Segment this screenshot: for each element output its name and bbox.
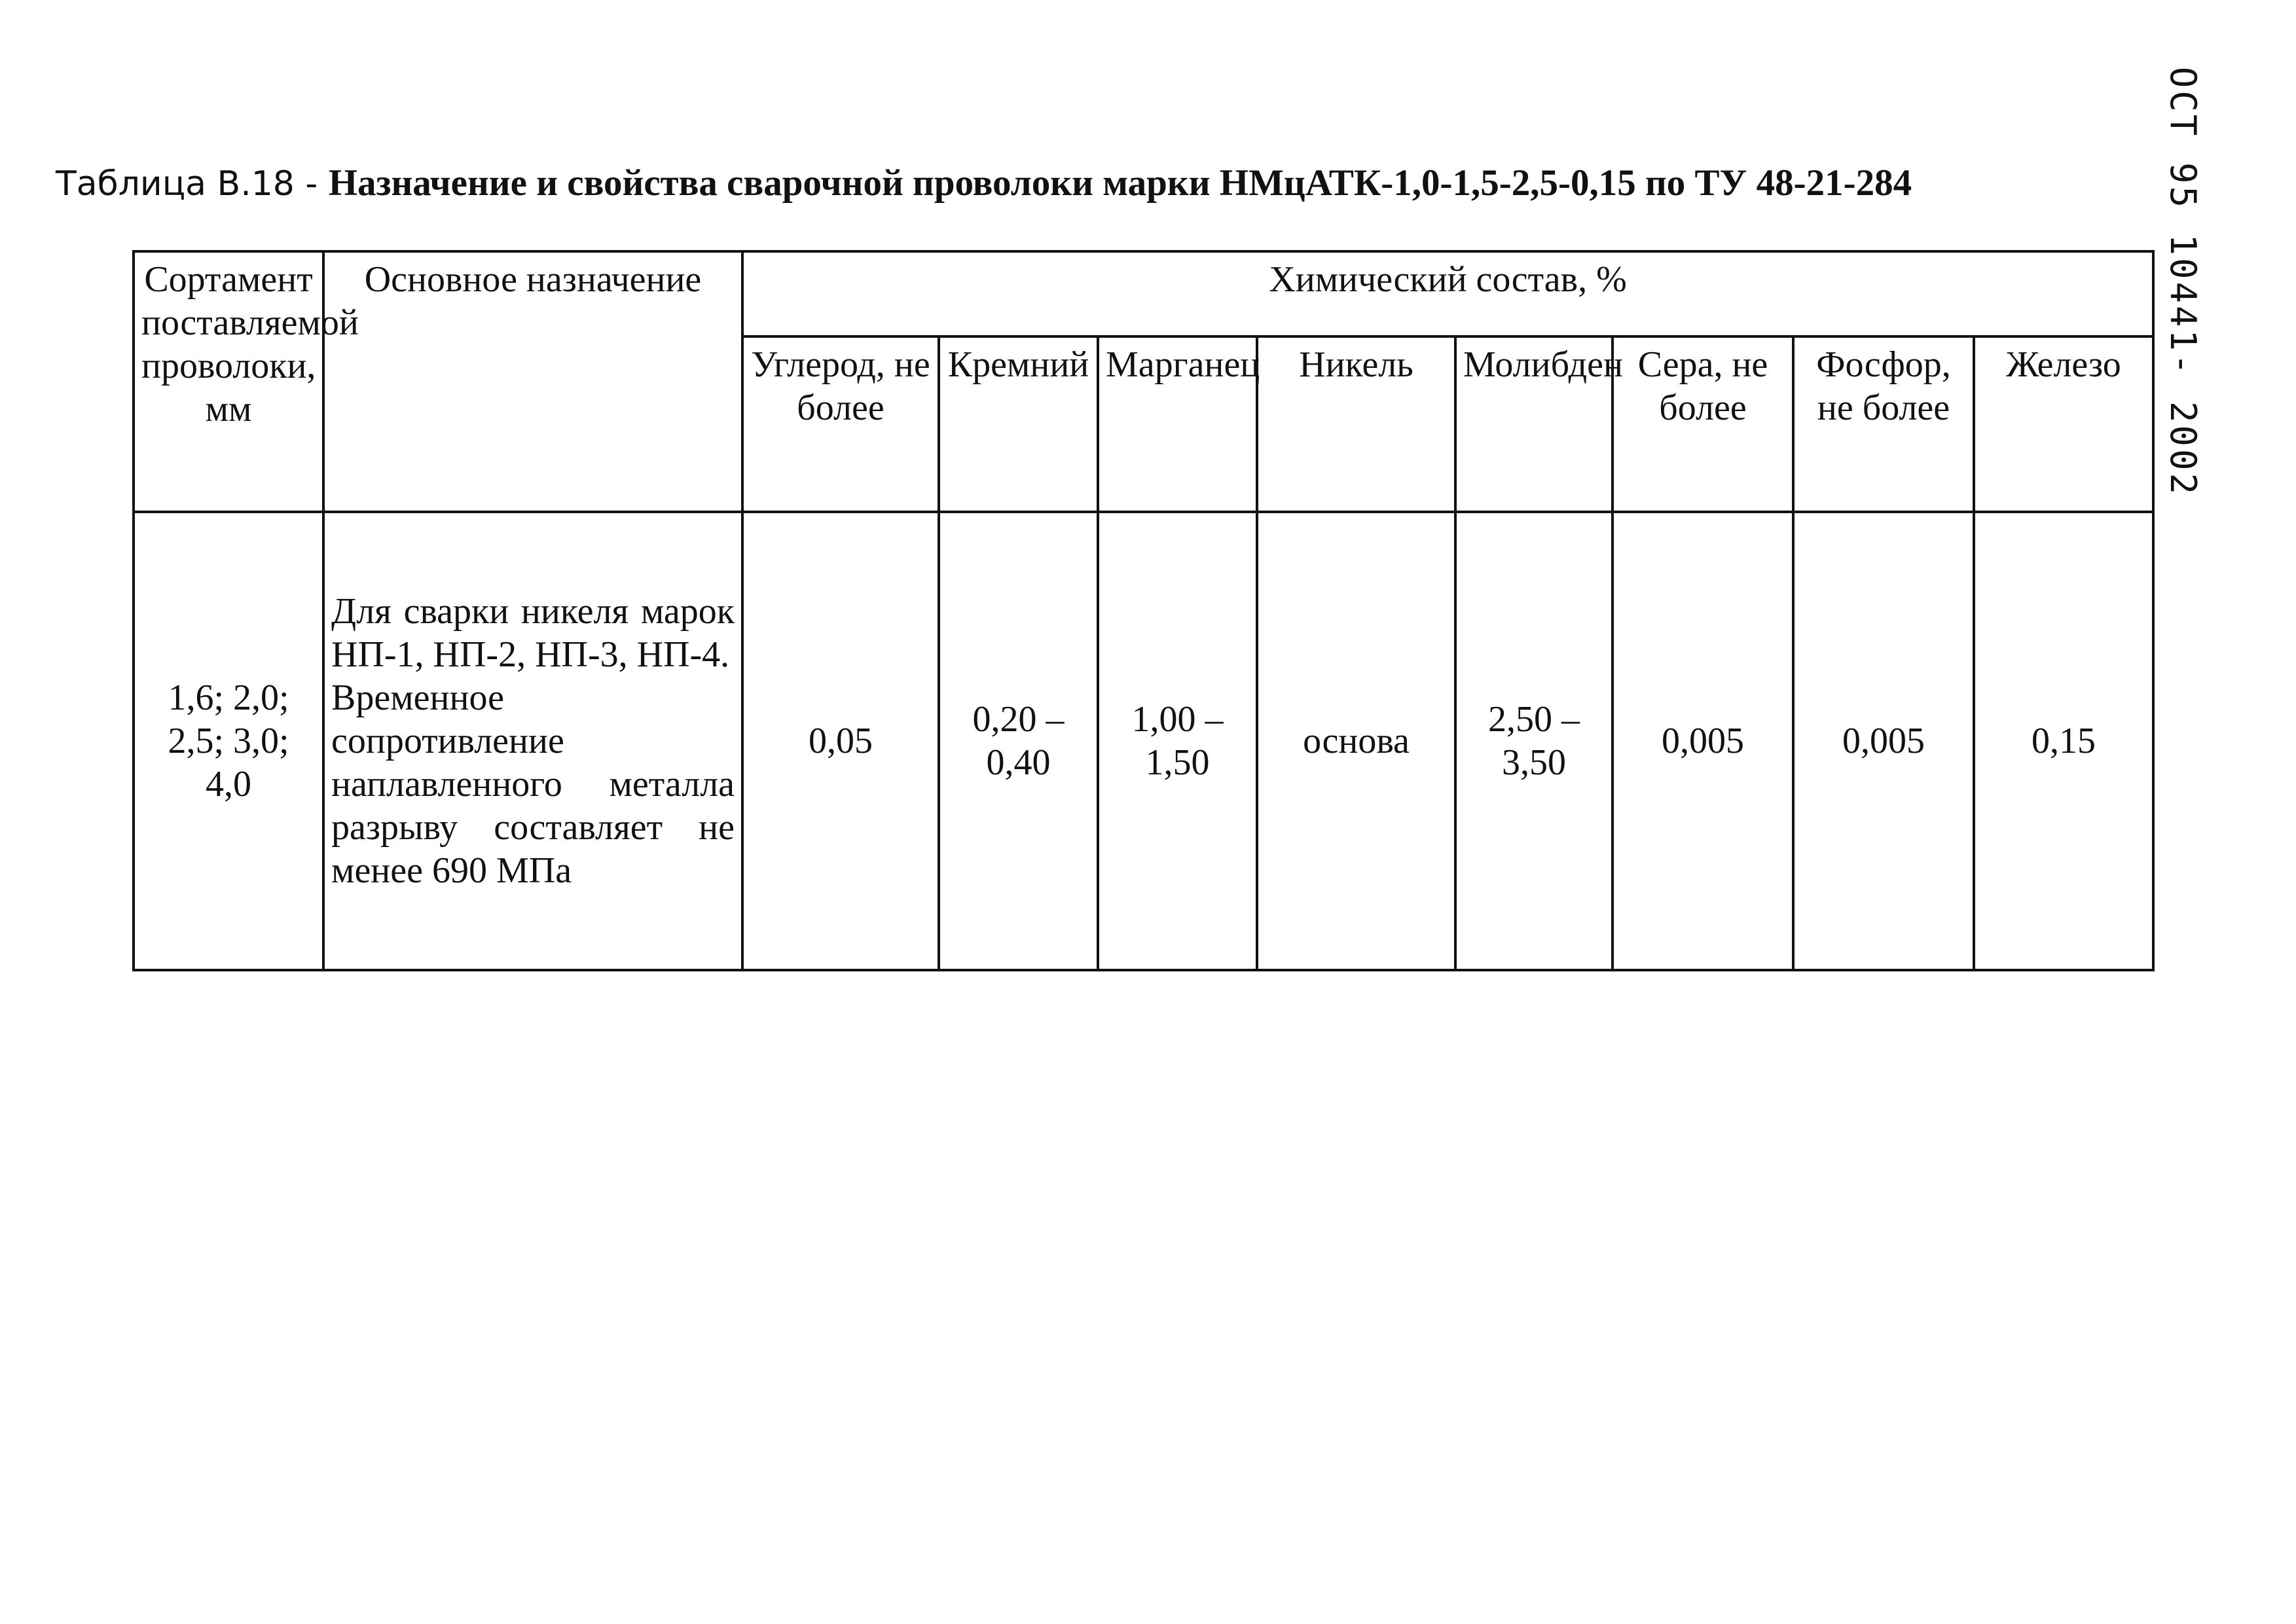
header-manganese: Марганец [1098, 336, 1257, 512]
cell-nickel: основа [1257, 512, 1455, 970]
header-sulfur: Сера, не более [1613, 336, 1793, 512]
document-code-stamp [2160, 66, 2206, 497]
document-code-text: ОСТ 95 10441- 2002 [2162, 66, 2204, 497]
header-iron: Железо [1974, 336, 2153, 512]
purpose-text-1: Для сварки никеля марок НП-1, НП-2, НП-3, НП-4. [331, 591, 735, 675]
cell-purpose [323, 512, 742, 970]
cell-phosphorus: 0,005 [1793, 512, 1974, 970]
header-sortament: Сортамент поставляемой проволоки, мм [134, 251, 323, 512]
caption-table-number: Таблица В.18 - [56, 164, 329, 204]
cell-carbon: 0,05 [742, 512, 939, 970]
cell-sulfur: 0,005 [1613, 512, 1793, 970]
cell-sortament: 1,6; 2,0; 2,5; 3,0; 4,0 [134, 512, 323, 970]
header-silicon: Кремний [939, 336, 1098, 512]
header-chemical-composition: Химический состав, % [742, 251, 2153, 336]
table-caption [56, 157, 1912, 210]
header-purpose: Основное назначение [323, 251, 742, 512]
header-molybdenum: Молибден [1455, 336, 1613, 512]
header-row-group [134, 251, 2153, 336]
cell-iron: 0,15 [1974, 512, 2153, 970]
header-phosphorus: Фосфор, не более [1793, 336, 1974, 512]
cell-manganese: 1,00 – 1,50 [1098, 512, 1257, 970]
header-carbon: Углерод, не более [742, 336, 939, 512]
cell-silicon: 0,20 – 0,40 [939, 512, 1098, 970]
header-nickel: Никель [1257, 336, 1455, 512]
caption-title: Назначение и свойства сварочной проволоки марки НМцАТК-1,0-1,5-2,5-0,15 по ТУ 48-21-284 [328, 162, 1912, 204]
wire-properties-table [132, 250, 2155, 971]
cell-molybdenum: 2,50 – 3,50 [1455, 512, 1613, 970]
purpose-text-2: Временное сопротивление наплавленного металла разрыву составляет не менее 690 МПа [331, 677, 735, 891]
table-row [134, 512, 2153, 970]
